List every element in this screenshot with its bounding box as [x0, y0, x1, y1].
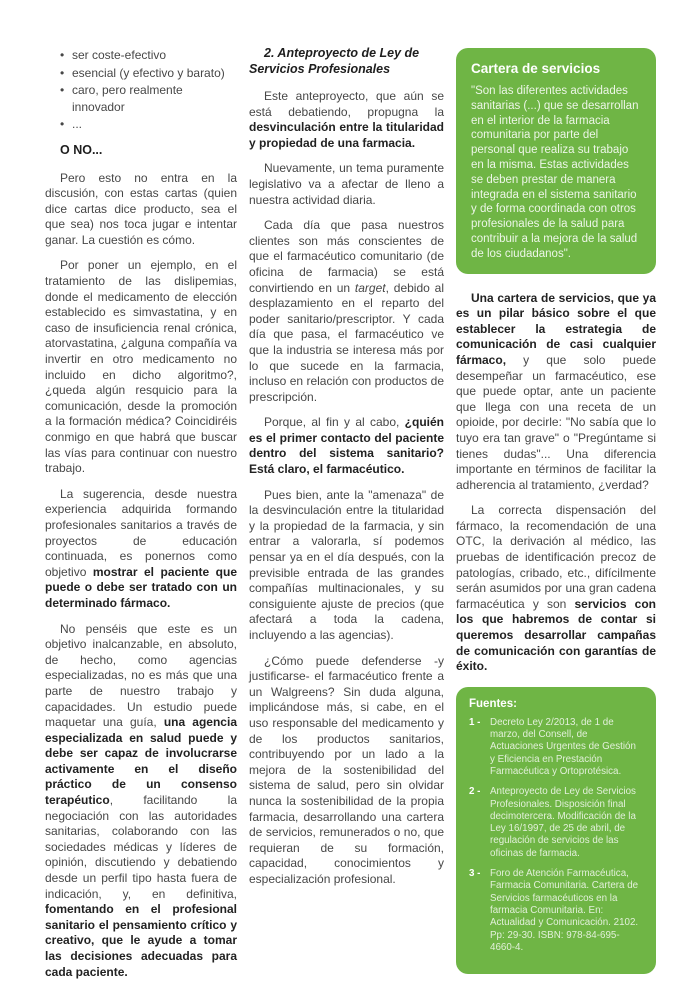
bullet-item: • caro, pero realmente innovador: [45, 82, 237, 115]
sources-box: [456, 687, 656, 974]
bullet-item: • ...: [45, 116, 237, 133]
source-item: 3 - Foro de Atención Farmacéutica, Farmacia Comunitaria. Cartera de Servicios farmacéuticos en la farmacia Comunitaria. En: Actualidad y Comunicación. 2102. Pp: 29-30. ISBN: 978-84-695-4660-4.: [469, 868, 639, 953]
left-column: [45, 45, 237, 990]
paragraph: Cada día que pasa nuestros clientes son más conscientes de que el farmacéutico comunitario (de oficina de farmacia) se está convirtiendo en un target, debido al desplazamiento en el reparto del poder sanitario/prescriptor. Y cada día que pasa, el farmacéutico ve que la industria se interesa más por lo que sucede en la farmacia, incluso en relación con productos de prescripción.: [249, 218, 444, 404]
paragraph: Por poner un ejemplo, en el tratamiento de las dislipemias, donde el medicamento de elección establecido es simvastatina, y en caso de insuficiencia renal crónica, atorvastatina, ¿alguna compañía va invertir en otro medicamento no incluido en dicho algoritmo?, ¿queda algún resquicio para la comunicación, desde la promoción a la formación médica? Coincidiréis conmigo en que habrá que buscar las vías para continuar con nuestro trabajo.: [45, 258, 237, 476]
right-column: [456, 45, 656, 990]
middle-paragraphs: [249, 89, 444, 888]
source-item: 2 - Anteproyecto de Ley de Servicios Profesionales. Disposición final decimotercera. Modificación de la Ley 16/1997, de 25 de abril, de regulación de servicios de las oficinas de farmacia.: [469, 786, 636, 859]
paragraph: Porque, al fin y al cabo, ¿quién es el primer contacto del paciente dentro del sistema sanitario? Está claro, el farmacéutico.: [249, 415, 444, 477]
bullet-item: • esencial (y efectivo y barato): [45, 65, 237, 82]
bullet-list: [45, 47, 237, 133]
paragraph: La correcta dispensación del fármaco, la recomendación de una OTC, la derivación al médico, las pruebas de identificación precoz de patologías, cribado, etc., difícilmente serán asumidos por una gran cadena farmacéutica y son servicios con los que habremos de contar si queremos desarrollar campañas de comunicación con garantías de éxito.: [456, 503, 656, 674]
services-box-body: "Son las diferentes actividades sanitarias (...) que se desarrollan en el interior de la farmacia comunitaria por parte del personal que realiza su trabajo en la misma. Estas actividades se deben prestar de manera integrada en el sistema sanitario y de forma coordinada con otros profesionales de la salud para contribuir a la mejora de la salud de los ciudadanos".: [471, 85, 639, 260]
services-box-title: Cartera de servicios: [471, 61, 601, 76]
source-item: 1 - Decreto Ley 2/2013, de 1 de marzo, del Consell, de Actuaciones Urgentes de Gestión y Eficiencia en Prestación Farmacéutica y Ortoprotésica.: [469, 716, 636, 777]
paragraph: Pues bien, ante la "amenaza" de la desvinculación entre la titularidad y la propiedad de la farmacia, y sin entrar a valorarla, sí podemos pensar ya en el día después, con la previsible entrada de las grandes compañías multinacionales, y su consiguiente ajuste de precios (que afectará a toda la cadena, incluyendo a las agencias).: [249, 487, 444, 642]
o-no-heading: O NO...: [60, 142, 103, 157]
paragraph: Una cartera de servicios, que ya es un pilar básico sobre el que establecer la estrategia de comunicación de casi cualquier fármaco, y que solo puede desempeñar un farmacéutico, ese que puede optar, ante un paciente que llega con una receta de un opioide, por decirle: "No sabía que lo tuyo era tan grave" o "Pregúntame si tienes dudas"... Una diferencia importante en términos de facilitar la adherencia al tratamiento, ¿verdad?: [456, 290, 656, 492]
paragraph: Pero esto no entra en la discusión, con estas cartas (quien dice cartas dice producto, sea el que sea) nos toca jugar e intentar ganar. La cuestión es cómo.: [45, 170, 237, 247]
sources-box-title: Fuentes:: [469, 697, 517, 710]
middle-column: [249, 45, 444, 990]
sources-list: [469, 717, 643, 954]
paragraph: ¿Cómo puede defenderse -y justificarse- el farmacéutico frente a un Walgreens? Sin duda alguna, implicándose más, si cabe, en el uso responsable del medicamento y de los productos sanitarios, contribuyendo por un lado a la mejora de la sostenibilidad del sistema de salud, pero sin olvidar nunca la sostenibilidad de la propia farmacia, desarrollando una cartera de servicios, remunerados o no, que requieran de su formación, capacidad, conocimientos y especialización profesional.: [249, 653, 444, 886]
paragraph: Este anteproyecto, que aún se está debatiendo, propugna la desvinculación entre la titularidad y propiedad de una farmacia.: [249, 89, 444, 150]
paragraph: Nuevamente, un tema puramente legislativo va a afectar de lleno a nuestra actividad diaria.: [249, 161, 444, 207]
services-box: [456, 48, 656, 274]
paragraph: La sugerencia, desde nuestra experiencia adquirida formando profesionales sanitarios a través de proyectos de educación continuada, es ponernos como objetivo mostrar el paciente que puede o debe ser tratado con un determinado fármaco.: [45, 486, 237, 610]
left-paragraphs: [45, 171, 237, 981]
section-heading: 2. Anteproyecto de Ley de Servicios Profesionales: [249, 46, 420, 76]
bullet-item: • ser coste-efectivo: [45, 47, 237, 64]
right-paragraphs: [456, 291, 656, 675]
paragraph: No penséis que este es un objetivo inalcanzable, en absoluto, de hecho, como agencias especializadas, no es más que una parte de nuestro trabajo y capacidades. Un estudio puede maquetar una guía, una agencia especializada en salud puede y debe ser capaz de involucrarse activamente en el diseño práctico de un consenso terapéutico, facilitando la negociación con las autoridades sanitarias, colaborando con las sociedades médicas y líderes de opinión, discutiendo y debatiendo desde un perfil tipo hasta fuera de indicación, y, en definitiva, fomentando en el profesional sanitario el pensamiento crítico y creativo, que le ayude a tomar las decisiones adecuadas para cada paciente.: [45, 621, 237, 979]
